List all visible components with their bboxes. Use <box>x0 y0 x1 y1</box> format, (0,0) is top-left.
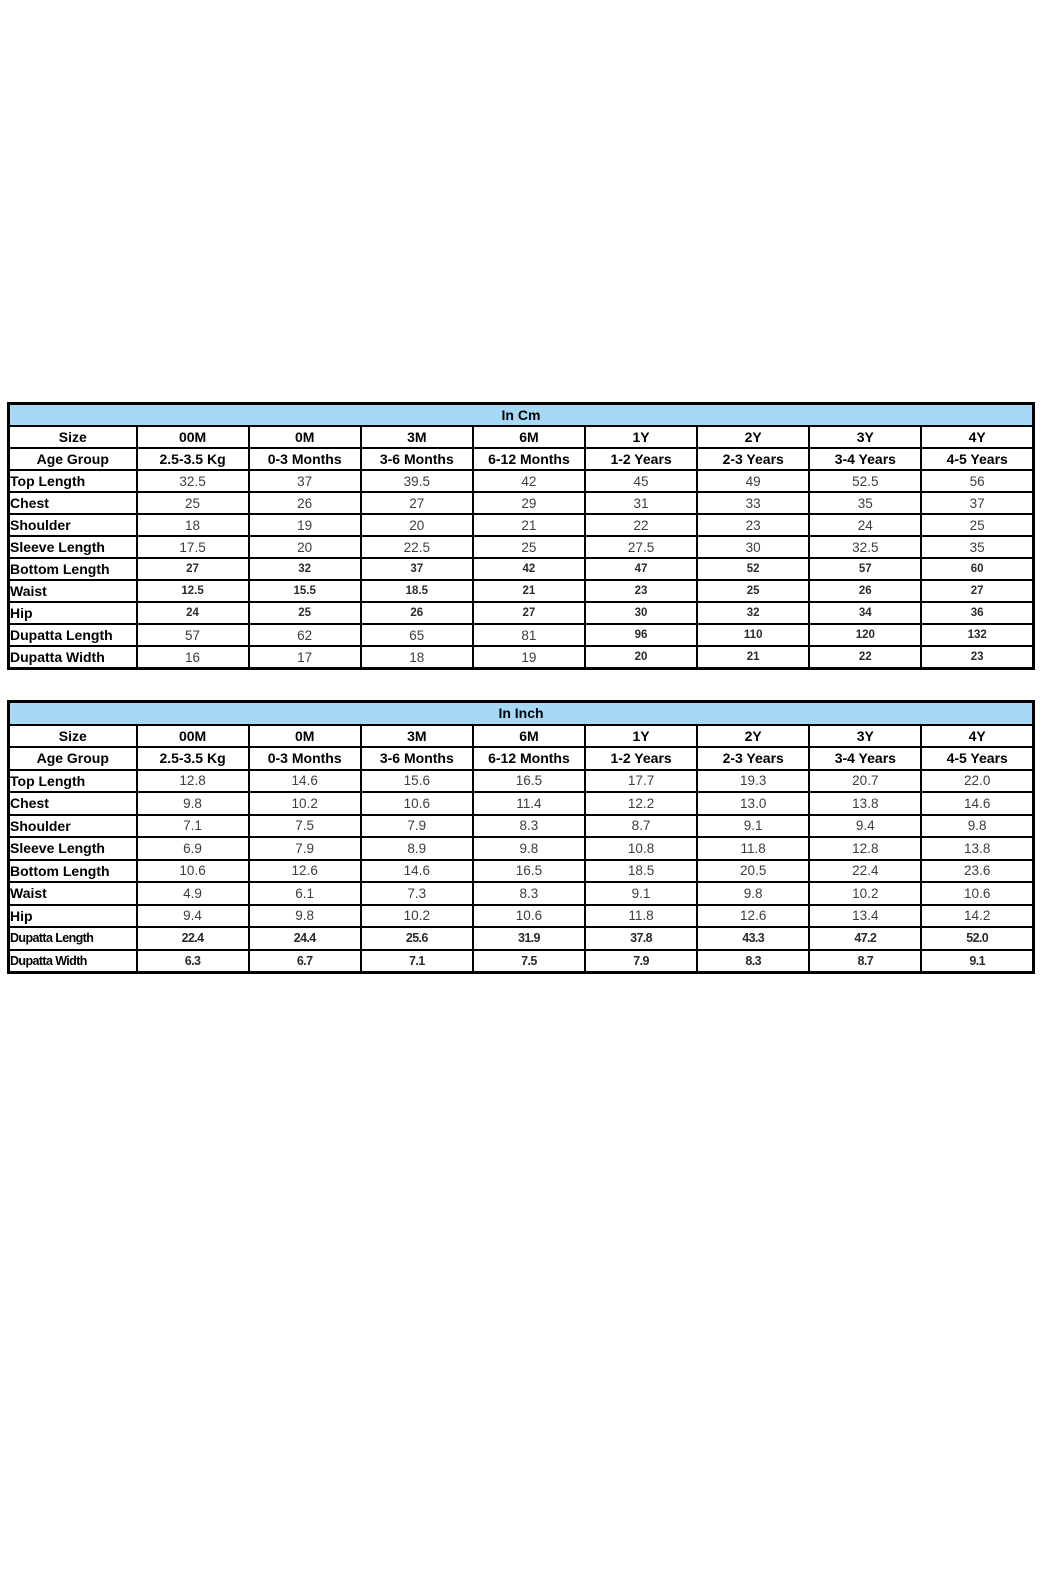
table-title: In Inch <box>9 702 1034 725</box>
measurement-value: 22 <box>585 514 697 536</box>
size-table-cm <box>7 402 1035 670</box>
measurement-value: 15.6 <box>361 770 473 793</box>
measurement-label: Hip <box>9 602 137 624</box>
measurement-value: 21 <box>697 646 809 669</box>
measurement-value: 20.5 <box>697 860 809 883</box>
measurement-value: 29 <box>473 492 585 514</box>
measurement-row <box>9 470 1034 492</box>
measurement-value: 7.1 <box>361 950 473 973</box>
size-col-header: 00M <box>137 426 249 448</box>
measurement-value: 20 <box>361 514 473 536</box>
size-col-header: 2Y <box>697 725 809 748</box>
measurement-label: Dupatta Width <box>9 646 137 669</box>
measurement-value: 60 <box>921 558 1033 580</box>
measurement-value: 32.5 <box>809 536 921 558</box>
measurement-value: 96 <box>585 624 697 646</box>
measurement-value: 19 <box>473 646 585 669</box>
measurement-value: 13.8 <box>921 837 1033 860</box>
measurement-value: 9.1 <box>585 882 697 905</box>
measurement-value: 27 <box>137 558 249 580</box>
measurement-value: 52 <box>697 558 809 580</box>
size-header-row <box>9 725 1034 748</box>
size-col-header: 0M <box>249 426 361 448</box>
measurement-value: 81 <box>473 624 585 646</box>
measurement-row <box>9 815 1034 838</box>
measurement-value: 18.5 <box>361 580 473 602</box>
measurement-value: 42 <box>473 470 585 492</box>
measurement-value: 9.8 <box>473 837 585 860</box>
age-row-label: Age Group <box>9 747 137 770</box>
measurement-value: 14.6 <box>361 860 473 883</box>
measurement-value: 12.2 <box>585 792 697 815</box>
age-col-header: 3-6 Months <box>361 747 473 770</box>
measurement-row <box>9 602 1034 624</box>
age-col-header: 4-5 Years <box>921 747 1033 770</box>
measurement-value: 8.9 <box>361 837 473 860</box>
measurement-value: 120 <box>809 624 921 646</box>
measurement-value: 23 <box>585 580 697 602</box>
measurement-value: 13.8 <box>809 792 921 815</box>
measurement-value: 35 <box>809 492 921 514</box>
measurement-value: 22.4 <box>809 860 921 883</box>
measurement-value: 14.6 <box>921 792 1033 815</box>
measurement-value: 16 <box>137 646 249 669</box>
size-col-header: 3Y <box>809 426 921 448</box>
measurement-value: 4.9 <box>137 882 249 905</box>
size-col-header: 6M <box>473 426 585 448</box>
measurement-value: 37 <box>249 470 361 492</box>
measurement-value: 25.6 <box>361 927 473 950</box>
age-col-header: 2.5-3.5 Kg <box>137 747 249 770</box>
measurement-value: 10.2 <box>361 905 473 928</box>
age-col-header: 0-3 Months <box>249 448 361 470</box>
measurement-label: Sleeve Length <box>9 837 137 860</box>
age-group-header-row <box>9 747 1034 770</box>
measurement-value: 9.8 <box>697 882 809 905</box>
measurement-value: 12.6 <box>249 860 361 883</box>
measurement-value: 14.2 <box>921 905 1033 928</box>
measurement-label: Waist <box>9 882 137 905</box>
measurement-label: Chest <box>9 792 137 815</box>
measurement-row <box>9 770 1034 793</box>
measurement-value: 7.5 <box>473 950 585 973</box>
measurement-row <box>9 860 1034 883</box>
measurement-value: 24.4 <box>249 927 361 950</box>
age-row-label: Age Group <box>9 448 137 470</box>
measurement-value: 9.8 <box>249 905 361 928</box>
size-col-header: 3Y <box>809 725 921 748</box>
measurement-value: 22.0 <box>921 770 1033 793</box>
measurement-value: 17 <box>249 646 361 669</box>
table-title-row <box>9 702 1034 725</box>
measurement-value: 27 <box>361 492 473 514</box>
measurement-value: 22 <box>809 646 921 669</box>
measurement-value: 7.9 <box>361 815 473 838</box>
measurement-label: Bottom Length <box>9 860 137 883</box>
measurement-value: 20 <box>249 536 361 558</box>
measurement-value: 15.5 <box>249 580 361 602</box>
measurement-value: 27.5 <box>585 536 697 558</box>
measurement-row <box>9 837 1034 860</box>
measurement-value: 10.6 <box>137 860 249 883</box>
measurement-value: 9.4 <box>809 815 921 838</box>
measurement-label: Chest <box>9 492 137 514</box>
measurement-value: 24 <box>809 514 921 536</box>
measurement-value: 25 <box>137 492 249 514</box>
measurement-value: 65 <box>361 624 473 646</box>
measurement-value: 57 <box>137 624 249 646</box>
measurement-value: 31 <box>585 492 697 514</box>
measurement-value: 19.3 <box>697 770 809 793</box>
age-col-header: 3-4 Years <box>809 448 921 470</box>
measurement-value: 14.6 <box>249 770 361 793</box>
measurement-value: 35 <box>921 536 1033 558</box>
measurement-value: 12.8 <box>137 770 249 793</box>
measurement-value: 13.4 <box>809 905 921 928</box>
measurement-row <box>9 950 1034 973</box>
measurement-value: 33 <box>697 492 809 514</box>
measurement-value: 22.5 <box>361 536 473 558</box>
measurement-value: 20 <box>585 646 697 669</box>
size-col-header: 0M <box>249 725 361 748</box>
measurement-value: 26 <box>249 492 361 514</box>
size-col-header: 3M <box>361 725 473 748</box>
measurement-value: 8.3 <box>473 882 585 905</box>
measurement-value: 16.5 <box>473 860 585 883</box>
measurement-value: 6.7 <box>249 950 361 973</box>
measurement-value: 19 <box>249 514 361 536</box>
measurement-value: 8.7 <box>585 815 697 838</box>
size-col-header: 4Y <box>921 426 1033 448</box>
measurement-value: 39.5 <box>361 470 473 492</box>
measurement-value: 16.5 <box>473 770 585 793</box>
measurement-value: 25 <box>473 536 585 558</box>
measurement-value: 9.8 <box>921 815 1033 838</box>
measurement-row <box>9 882 1034 905</box>
measurement-value: 7.1 <box>137 815 249 838</box>
size-row-label: Size <box>9 725 137 748</box>
measurement-value: 62 <box>249 624 361 646</box>
measurement-label: Shoulder <box>9 514 137 536</box>
size-row-label: Size <box>9 426 137 448</box>
measurement-value: 57 <box>809 558 921 580</box>
measurement-value: 21 <box>473 514 585 536</box>
measurement-value: 24 <box>137 602 249 624</box>
measurement-value: 23 <box>697 514 809 536</box>
size-col-header: 3M <box>361 426 473 448</box>
measurement-value: 7.9 <box>585 950 697 973</box>
measurement-value: 132 <box>921 624 1033 646</box>
measurement-row <box>9 792 1034 815</box>
measurement-row <box>9 536 1034 558</box>
measurement-value: 45 <box>585 470 697 492</box>
measurement-row <box>9 646 1034 669</box>
measurement-label: Top Length <box>9 470 137 492</box>
measurement-value: 12.8 <box>809 837 921 860</box>
measurement-value: 9.4 <box>137 905 249 928</box>
measurement-value: 32.5 <box>137 470 249 492</box>
measurement-value: 8.7 <box>809 950 921 973</box>
measurement-value: 11.4 <box>473 792 585 815</box>
measurement-row <box>9 624 1034 646</box>
measurement-value: 47 <box>585 558 697 580</box>
measurement-value: 13.0 <box>697 792 809 815</box>
measurement-value: 42 <box>473 558 585 580</box>
measurement-value: 6.1 <box>249 882 361 905</box>
measurement-value: 10.2 <box>249 792 361 815</box>
measurement-value: 18.5 <box>585 860 697 883</box>
measurement-value: 49 <box>697 470 809 492</box>
age-col-header: 3-6 Months <box>361 448 473 470</box>
measurement-value: 20.7 <box>809 770 921 793</box>
measurement-value: 11.8 <box>585 905 697 928</box>
table-title: In Cm <box>9 404 1034 427</box>
measurement-value: 110 <box>697 624 809 646</box>
measurement-value: 34 <box>809 602 921 624</box>
measurement-value: 25 <box>697 580 809 602</box>
measurement-label: Dupatta Width <box>9 950 137 973</box>
measurement-value: 12.5 <box>137 580 249 602</box>
age-col-header: 4-5 Years <box>921 448 1033 470</box>
measurement-value: 26 <box>361 602 473 624</box>
measurement-value: 10.6 <box>473 905 585 928</box>
measurement-row <box>9 580 1034 602</box>
age-col-header: 2-3 Years <box>697 448 809 470</box>
measurement-row <box>9 514 1034 536</box>
measurement-label: Waist <box>9 580 137 602</box>
measurement-value: 37.8 <box>585 927 697 950</box>
age-col-header: 2-3 Years <box>697 747 809 770</box>
measurement-value: 7.9 <box>249 837 361 860</box>
measurement-value: 10.6 <box>361 792 473 815</box>
measurement-value: 52.5 <box>809 470 921 492</box>
measurement-value: 17.7 <box>585 770 697 793</box>
size-col-header: 4Y <box>921 725 1033 748</box>
measurement-row <box>9 492 1034 514</box>
measurement-value: 6.3 <box>137 950 249 973</box>
measurement-value: 22.4 <box>137 927 249 950</box>
measurement-value: 43.3 <box>697 927 809 950</box>
measurement-value: 23.6 <box>921 860 1033 883</box>
age-col-header: 6-12 Months <box>473 747 585 770</box>
age-col-header: 2.5-3.5 Kg <box>137 448 249 470</box>
age-col-header: 1-2 Years <box>585 747 697 770</box>
measurement-value: 23 <box>921 646 1033 669</box>
size-col-header: 6M <box>473 725 585 748</box>
measurement-value: 8.3 <box>697 950 809 973</box>
size-col-header: 1Y <box>585 426 697 448</box>
measurement-label: Bottom Length <box>9 558 137 580</box>
measurement-value: 21 <box>473 580 585 602</box>
measurement-label: Dupatta Length <box>9 624 137 646</box>
measurement-value: 52.0 <box>921 927 1033 950</box>
measurement-row <box>9 558 1034 580</box>
measurement-row <box>9 927 1034 950</box>
measurement-value: 30 <box>697 536 809 558</box>
measurement-label: Dupatta Length <box>9 927 137 950</box>
measurement-value: 17.5 <box>137 536 249 558</box>
measurement-value: 31.9 <box>473 927 585 950</box>
measurement-value: 9.8 <box>137 792 249 815</box>
age-col-header: 6-12 Months <box>473 448 585 470</box>
size-col-header: 2Y <box>697 426 809 448</box>
measurement-label: Sleeve Length <box>9 536 137 558</box>
measurement-value: 32 <box>249 558 361 580</box>
measurement-row <box>9 905 1034 928</box>
measurement-value: 27 <box>921 580 1033 602</box>
measurement-value: 7.3 <box>361 882 473 905</box>
measurement-value: 37 <box>921 492 1033 514</box>
measurement-value: 27 <box>473 602 585 624</box>
measurement-value: 56 <box>921 470 1033 492</box>
size-header-row <box>9 426 1034 448</box>
measurement-value: 10.8 <box>585 837 697 860</box>
measurement-value: 11.8 <box>697 837 809 860</box>
measurement-value: 47.2 <box>809 927 921 950</box>
age-col-header: 1-2 Years <box>585 448 697 470</box>
measurement-value: 25 <box>921 514 1033 536</box>
table-title-row <box>9 404 1034 427</box>
size-col-header: 1Y <box>585 725 697 748</box>
measurement-value: 8.3 <box>473 815 585 838</box>
age-col-header: 3-4 Years <box>809 747 921 770</box>
size-col-header: 00M <box>137 725 249 748</box>
age-col-header: 0-3 Months <box>249 747 361 770</box>
measurement-value: 37 <box>361 558 473 580</box>
measurement-value: 26 <box>809 580 921 602</box>
measurement-label: Top Length <box>9 770 137 793</box>
measurement-label: Hip <box>9 905 137 928</box>
measurement-label: Shoulder <box>9 815 137 838</box>
measurement-value: 9.1 <box>697 815 809 838</box>
measurement-value: 12.6 <box>697 905 809 928</box>
measurement-value: 32 <box>697 602 809 624</box>
measurement-value: 10.2 <box>809 882 921 905</box>
measurement-value: 9.1 <box>921 950 1033 973</box>
measurement-value: 30 <box>585 602 697 624</box>
measurement-value: 7.5 <box>249 815 361 838</box>
measurement-value: 6.9 <box>137 837 249 860</box>
measurement-value: 10.6 <box>921 882 1033 905</box>
measurement-value: 25 <box>249 602 361 624</box>
measurement-value: 18 <box>361 646 473 669</box>
measurement-value: 18 <box>137 514 249 536</box>
measurement-value: 36 <box>921 602 1033 624</box>
age-group-header-row <box>9 448 1034 470</box>
size-table-inch <box>7 700 1035 974</box>
